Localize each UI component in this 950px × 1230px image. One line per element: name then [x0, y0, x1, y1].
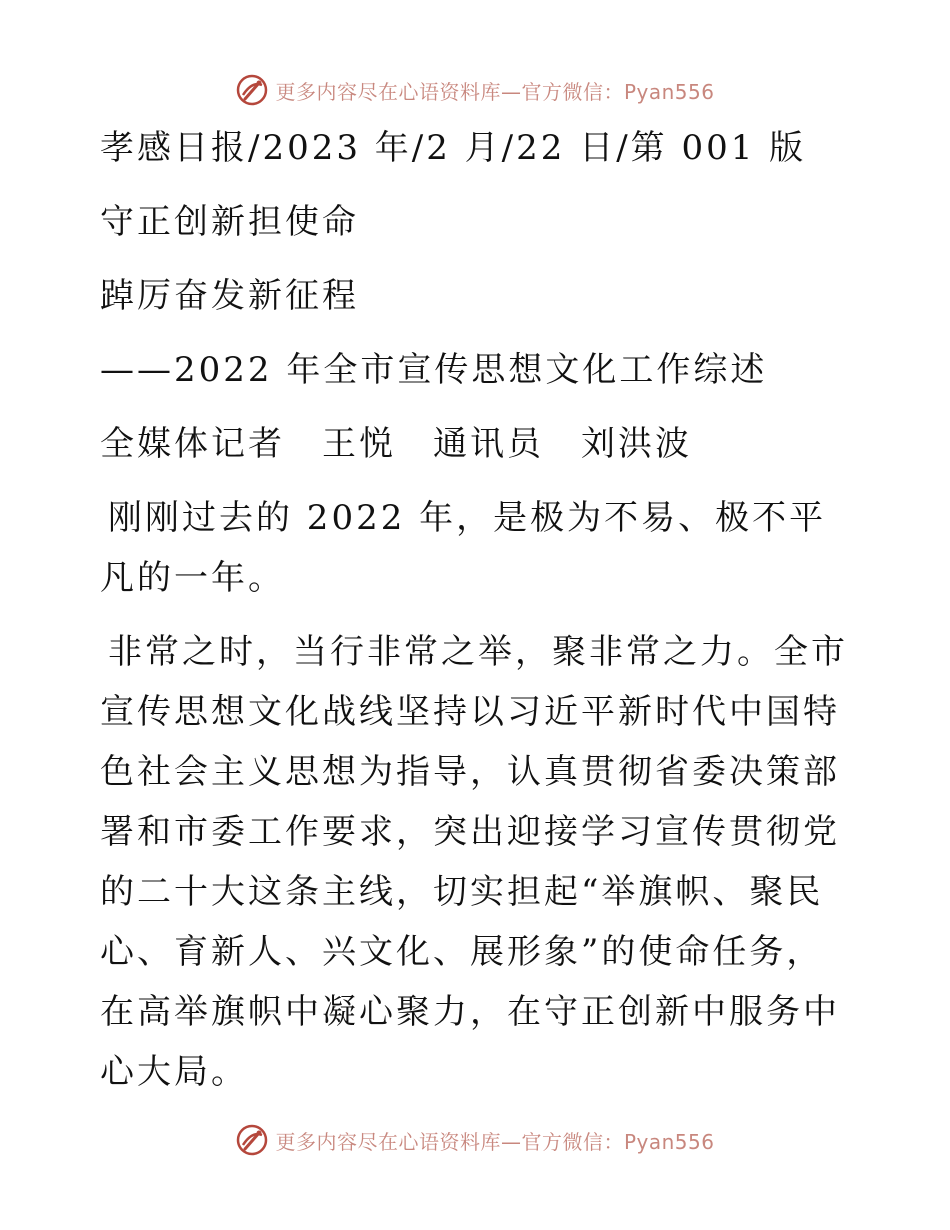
subtitle: ——2022 年全市宣传思想文化工作综述: [100, 350, 768, 390]
paragraph-2: 非常之时，当行非常之举，聚非常之力。全市宣传思想文化战线坚持以习近平新时代中国特色社会主义思想为指导，认真贯彻省委决策部署和市委工作要求，突出迎接学习宣传贯彻党的二十大这条主线，切实担起“举旗帜、聚民心、育新人、兴文化、展形象”的使命任务，在高举旗帜中凝心聚力，在守正创新中服务中心大局。: [100, 632, 848, 1092]
logo-icon: [235, 73, 269, 107]
watermark-text: 更多内容尽在心语资料库—官方微信：Pyan556: [275, 79, 715, 104]
watermark-footer: [0, 1120, 950, 1160]
headline-line-1: 守正创新担使命: [100, 202, 359, 242]
paragraph-1: 刚刚过去的 2022 年，是极为不易、极不平凡的一年。: [100, 498, 827, 598]
byline: 全媒体记者 王悦 通讯员 刘洪波: [100, 424, 692, 464]
logo-icon: [235, 1123, 269, 1157]
source-line: 孝感日报/2023 年/2 月/22 日/第 001 版: [100, 128, 807, 168]
watermark-header: [0, 70, 950, 110]
watermark-text: 更多内容尽在心语资料库—官方微信：Pyan556: [275, 1129, 715, 1154]
document-body: [100, 118, 860, 1116]
headline-line-2: 踔厉奋发新征程: [100, 276, 359, 316]
